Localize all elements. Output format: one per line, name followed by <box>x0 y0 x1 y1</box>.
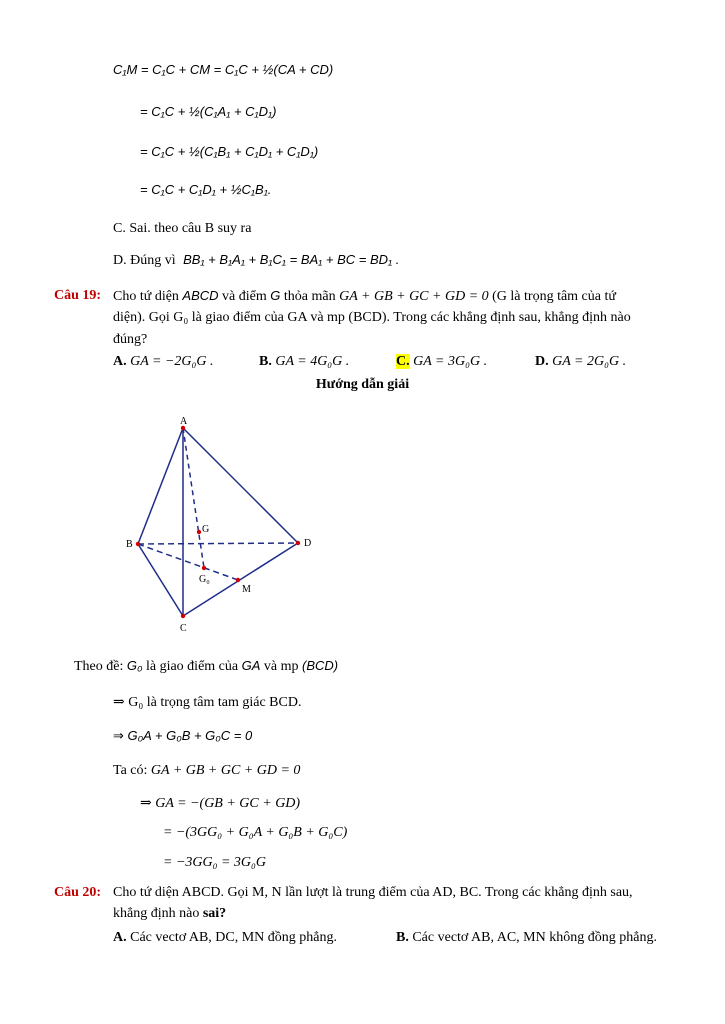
tetrahedron-figure <box>120 412 320 637</box>
label-g0: G₀ <box>199 574 210 585</box>
question-20-line-1: Cho tứ diện ABCD. Gọi M, N lần lượt là trung điểm của AD, BC. Trong các khẳng định sau, <box>113 885 633 900</box>
label-d: D <box>304 538 312 549</box>
point-m <box>236 578 240 582</box>
solution-line-1: Theo đề: G₀ là giao điểm của GA và mp (BCD) <box>74 658 339 674</box>
highlighted-answer-marker: C. <box>396 354 410 369</box>
point-c <box>181 614 185 618</box>
solution-line-2: ⇒ G₀ là trọng tâm tam giác BCD. <box>113 695 302 710</box>
question-19-line-1: Cho tứ diện ABCD và điểm G thỏa mãn GA + GB + GC + GD = 0 (G là trọng tâm của tứ <box>113 288 616 304</box>
point-b <box>136 542 140 546</box>
label-g: G <box>202 524 210 535</box>
solution-line-7: = −3GG₀ = 3G₀G <box>163 855 267 870</box>
edge-bc <box>138 544 183 616</box>
question-19-line-2: diện). Gọi G₀ là giao điểm của GA và mp (BCD). Trong các khẳng định sau, khẳng định nào <box>113 310 631 325</box>
edge-ab <box>138 428 183 544</box>
question-19-label: Câu 19: <box>54 288 102 303</box>
point-g <box>197 530 201 534</box>
solution-title: Hướng dẫn giải <box>315 377 410 392</box>
derivation-line-4: = C₁C + C₁D₁ + ½C₁B₁. <box>140 182 272 197</box>
solution-line-5: ⇒ GA = −(GB + GC + GD) <box>140 796 301 811</box>
label-b: B <box>126 539 133 550</box>
point-g0 <box>202 566 206 570</box>
label-m: M <box>242 584 251 595</box>
derivation-line-3: = C₁C + ½(C₁B₁ + C₁D₁ + C₁D₁) <box>140 144 319 159</box>
label-c: C <box>180 623 187 634</box>
segment-ag0 <box>183 428 204 568</box>
q19-option-d: D. GA = 2G₀G . <box>535 354 627 369</box>
derivation-line-2: = C₁C + ½(C₁A₁ + C₁D₁) <box>140 104 277 119</box>
question-20-line-2: khẳng định nào sai? <box>113 906 227 921</box>
edge-ad <box>183 428 298 543</box>
solution-line-3: ⇒ G₀A + G₀B + G₀C = 0 <box>113 728 253 743</box>
prev-option-c: C. Sai. theo câu B suy ra <box>113 221 252 236</box>
question-20-label: Câu 20: <box>54 885 102 900</box>
q19-option-a: A. GA = −2G₀G . <box>113 354 214 369</box>
prev-option-d: D. Đúng vì BB₁ + B₁A₁ + B₁C₁ = BA₁ + BC = BD₁ . <box>113 252 400 268</box>
solution-line-4: Ta có: GA + GB + GC + GD = 0 <box>113 763 301 778</box>
q20-option-b: B. Các vectơ AB, AC, MN không đồng phẳng. <box>396 930 657 945</box>
q19-option-c: C. GA = 3G₀G . <box>396 354 488 369</box>
q19-option-b: B. GA = 4G₀G . <box>259 354 350 369</box>
derivation-line-1: C₁M = C₁C + CM = C₁C + ½(CA + CD) <box>113 62 334 77</box>
point-d <box>296 541 300 545</box>
edge-bd <box>138 543 298 544</box>
label-a: A <box>180 416 188 427</box>
question-19-line-3: đúng? <box>113 332 148 347</box>
solution-line-6: = −(3GG₀ + G₀A + G₀B + G₀C) <box>163 825 348 840</box>
edge-bm <box>138 544 238 580</box>
q20-option-a: A. Các vectơ AB, DC, MN đồng phẳng. <box>113 930 338 945</box>
